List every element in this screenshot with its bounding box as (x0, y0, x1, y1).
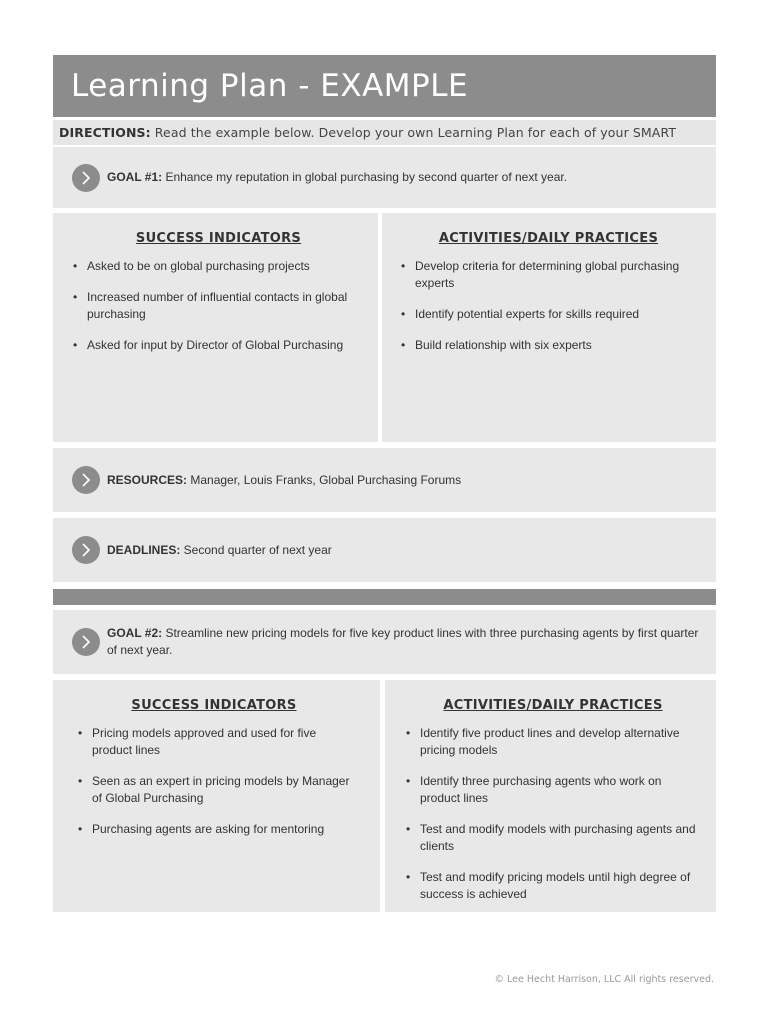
goal1-resources-row (53, 448, 716, 512)
directions-label: DIRECTIONS: (59, 125, 151, 140)
goal2-row (53, 610, 716, 674)
goal1-resources (107, 472, 461, 489)
goal1-activities-panel (382, 213, 716, 442)
goal2-activities-list (406, 725, 700, 903)
goal2-text: Streamline new pricing models for five key product lines with three purchasing agents by first quarter of next year. (107, 626, 699, 657)
goal2-statement (107, 625, 702, 659)
goal2-success-panel (53, 680, 380, 912)
list-item: • Asked to be on global purchasing projects (73, 258, 364, 275)
list-item: • Pricing models approved and used for five product lines (78, 725, 350, 759)
list-item: • Identify five product lines and develop alternative pricing models (406, 725, 700, 759)
chevron-right-icon (72, 628, 100, 656)
list-item: • Asked for input by Director of Global Purchasing (73, 337, 364, 354)
goal1-success-list (73, 258, 364, 354)
deadlines-text: Second quarter of next year (180, 542, 332, 557)
directions-text: Read the example below. Develop your own Learning Plan for each of your SMART (154, 125, 677, 140)
directions (53, 120, 716, 145)
goal1-activities-list (401, 258, 696, 354)
list-item: • Develop criteria for determining global purchasing experts (401, 258, 696, 292)
resources-text: Manager, Louis Franks, Global Purchasing Forums (187, 472, 462, 487)
list-item: • Seen as an expert in pricing models by Manager of Global Purchasing (78, 773, 350, 807)
goal1-statement (107, 169, 567, 186)
list-item: • Build relationship with six experts (401, 337, 696, 354)
page-title: Learning Plan - EXAMPLE (53, 55, 716, 117)
list-item: • Identify potential experts for skills required (401, 306, 696, 323)
deadlines-label: DEADLINES: (107, 542, 181, 557)
goal1-deadlines (107, 542, 332, 559)
resources-label: RESOURCES: (107, 472, 188, 487)
chevron-right-icon (72, 536, 100, 564)
goal2-success-list (78, 725, 350, 838)
goal1-deadlines-row (53, 518, 716, 582)
list-item: • Test and modify pricing models until high degree of success is achieved (406, 869, 700, 903)
list-item: • Purchasing agents are asking for mentoring (78, 821, 350, 838)
goal2-activities-panel (385, 680, 716, 912)
goal1-row (53, 147, 716, 208)
goal2-activities-heading: ACTIVITIES/DAILY PRACTICES (443, 698, 663, 713)
copyright-footer: © Lee Hecht Harrison, LLC All rights reserved. (494, 974, 714, 985)
goal1-activities-heading: ACTIVITIES/DAILY PRACTICES (438, 231, 659, 246)
goal1-success-heading: SUCCESS INDICATORS (135, 231, 302, 246)
list-item: • Identify three purchasing agents who work on product lines (406, 773, 700, 807)
goal2-label: GOAL #2: (107, 626, 163, 640)
goal1-success-panel (53, 213, 378, 442)
goal2-success-heading: SUCCESS INDICATORS (131, 698, 297, 713)
goal1-text: Enhance my reputation in global purchasing by second quarter of next year. (162, 170, 568, 184)
list-item: • Test and modify models with purchasing agents and clients (406, 821, 700, 855)
chevron-right-icon (72, 466, 100, 494)
chevron-right-icon (72, 164, 100, 192)
section-divider (53, 589, 716, 605)
goal1-label: GOAL #1: (107, 170, 163, 184)
list-item: • Increased number of influential contacts in global purchasing (73, 289, 364, 323)
